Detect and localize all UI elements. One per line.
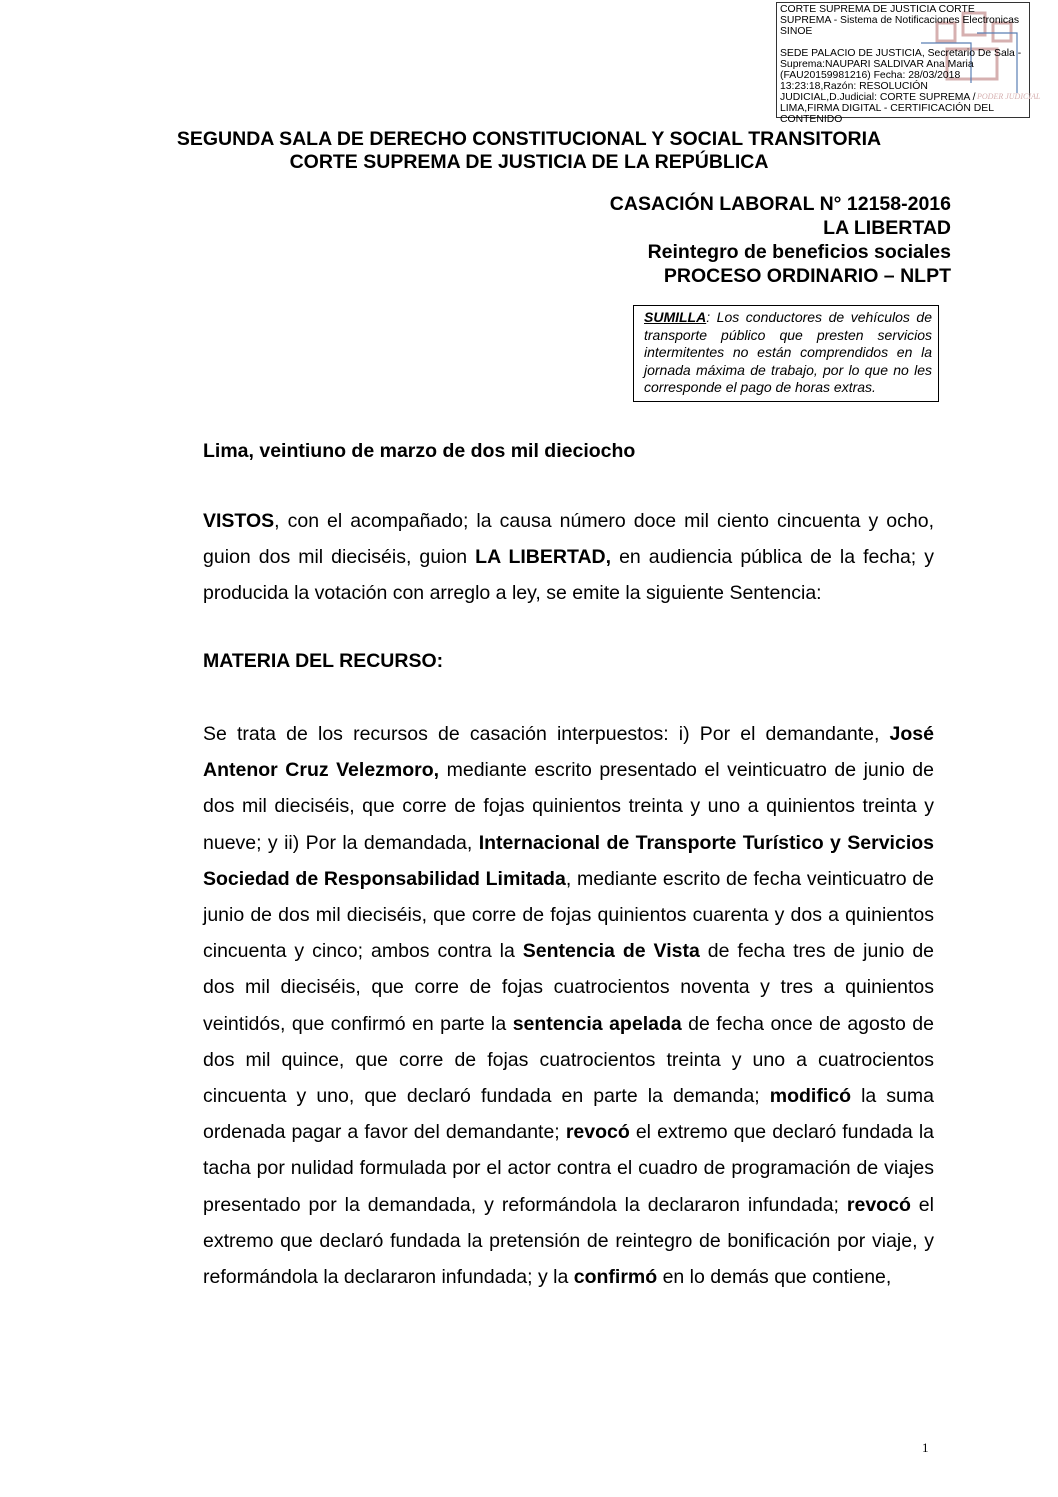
sumilla-label: SUMILLA (644, 309, 707, 325)
body-text: el extremo que declaró fundada la pretensión de reintegro de bonificación por viaje, y reformándola la declararon infundada; y la (203, 1193, 934, 1289)
court-header-line-2: CORTE SUPREMA DE JUSTICIA DE LA REPÚBLICA (289, 151, 769, 173)
case-region: LA LIBERTAD (823, 217, 951, 239)
body-text: , mediante escrito de fecha veinticuatro de junio de dos mil dieciséis, que corre de fojas quinientos cuarenta y dos a quinientos cincuenta y cinco; ambos contra la (203, 867, 934, 963)
body-text: en lo demás que contiene, (657, 1266, 892, 1289)
case-process: PROCESO ORDINARIO – NLPT (663, 265, 951, 287)
court-header-line-1: SEGUNDA SALA DE DERECHO CONSTITUCIONAL Y SOCIAL TRANSITORIA (176, 128, 882, 150)
body-text: el extremo que declaró fundada la tacha por nulidad formulada por el actor contra el cuadro de programación de viajes presentado por la demandada, y reformándola la declararon infundada; (203, 1121, 934, 1216)
date-line: Lima, veintiuno de marzo de dos mil dieciocho (203, 440, 636, 462)
stamp-line-1: CORTE SUPREMA DE JUSTICIA CORTE SUPREMA - Sistema de Notificaciones Electronicas SINOE (780, 4, 1020, 37)
vistos-bold-1: VISTOS (203, 510, 275, 532)
section-title: MATERIA DEL RECURSO: (203, 650, 444, 672)
body-text: la suma ordenada pagar a favor del demandante; (203, 1085, 934, 1144)
vistos-paragraph (203, 503, 934, 612)
body-text: mediante escrito presentado el veinticuatro de junio de dos mil dieciséis, que corre de fojas quinientos treinta y uno a quinientos treinta y nueve; y ii) Por la demandada, (203, 759, 935, 854)
body-bold: modificó (769, 1085, 852, 1108)
vistos-text-1: , con el acompañado; la causa número doce mil ciento cincuenta y ocho, guion dos mil dieciséis, guion (203, 510, 934, 569)
body-bold: revocó (565, 1121, 630, 1144)
body-bold: Sentencia de Vista (522, 940, 700, 963)
case-subject: Reintegro de beneficios sociales (647, 241, 951, 263)
body-bold: Internacional de Transporte Turístico y Servicios Sociedad de Responsabilidad Limitada (203, 831, 934, 890)
digital-signature-stamp (776, 2, 1041, 125)
body-bold: confirmó (573, 1266, 658, 1289)
page-number: 1 (922, 1440, 929, 1455)
sumilla-text: : Los conductores de vehículos de transporte público que presten servicios intermitentes no están comprendidos en la jornada máxima de trabajo, por lo que no les corresponde el pago de horas extras. (644, 309, 932, 396)
svg-text:PODER JUDICIAL: PODER JUDICIAL (977, 92, 1041, 101)
body-text: de fecha tres de junio de dos mil dieciséis, que corre de fojas cuatrocientos noventa y tres a quinientos veintidós, que confirmó en parte la (203, 940, 935, 1035)
vistos-bold-2: LA LIBERTAD, (475, 546, 612, 569)
body-bold: revocó (846, 1193, 911, 1216)
vistos-text-2: en audiencia pública de la fecha; y producida la votación con arreglo a ley, se emite la siguiente Sentencia: (203, 546, 935, 605)
body-bold: José Antenor Cruz Velezmoro, (203, 723, 934, 782)
case-info (610, 192, 951, 288)
body-paragraph (203, 716, 934, 1295)
body-text: de fecha once de agosto de dos mil quince, que corre de fojas cuatrocientos treinta y uno a cuatrocientos cincuenta y uno, que declaró fundada en parte la demanda; (203, 1012, 934, 1108)
body-bold: sentencia apelada (512, 1012, 682, 1035)
stamp-line-2: SEDE PALACIO DE JUSTICIA, Secretario De Sala - Suprema:NAUPARI SALDIVAR Ana Maria (FAU20159981216) Fecha: 28/03/2018 13:23:18,Razón: RESOLUCIÓN JUDICIAL,D.Judicial: CORTE SUPREMA / LIMA,FIRMA DIGITAL - CERTIFICACIÓN DEL CONTENIDO (780, 48, 1022, 125)
sumilla-box (633, 305, 939, 402)
case-number: CASACIÓN LABORAL N° 12158-2016 (609, 193, 951, 215)
body-text: Se trata de los recursos de casación interpuestos: i) Por el demandante, (203, 723, 890, 745)
